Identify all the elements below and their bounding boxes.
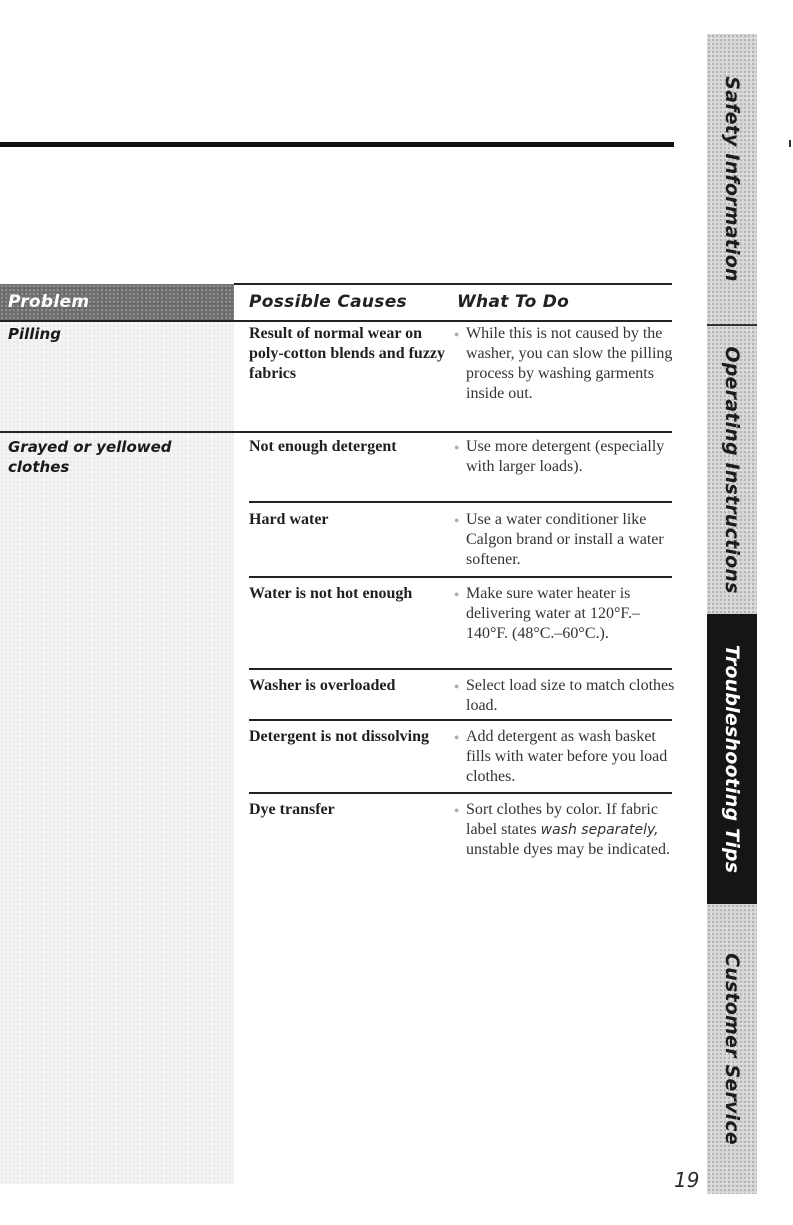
bullet-icon: ● xyxy=(454,732,460,742)
todo-pilling xyxy=(454,324,681,404)
todo-text: Make sure water heater is delivering water at 120°F.–140°F. (48°C.–60°C.). xyxy=(466,585,640,642)
todo-select-load-size xyxy=(454,676,681,716)
todo-text: Add detergent as wash basket fills with water before you load clothes. xyxy=(466,728,668,785)
tab-operating-instructions[interactable] xyxy=(707,326,757,614)
row-rule xyxy=(249,668,672,670)
header-what-to-do: What To Do xyxy=(457,292,570,312)
bullet-icon: ● xyxy=(454,515,460,525)
cause-washer-overloaded: Washer is overloaded xyxy=(249,677,396,694)
cause-not-enough-detergent: Not enough detergent xyxy=(249,438,397,455)
tab-troubleshooting-tips[interactable] xyxy=(707,614,757,904)
cause-water-not-hot: Water is not hot enough xyxy=(249,585,413,602)
row-rule xyxy=(249,501,672,503)
cause-hard-water: Hard water xyxy=(249,511,329,528)
top-rule xyxy=(0,142,674,147)
todo-text: Use more detergent (especially with larger loads). xyxy=(466,438,665,475)
tab-label: Troubleshooting Tips xyxy=(721,644,743,874)
bullet-icon: ● xyxy=(454,681,460,691)
edge-mark xyxy=(789,140,791,147)
problem-column-panel xyxy=(0,284,234,1184)
tab-customer-service[interactable] xyxy=(707,904,757,1194)
bullet-icon: ● xyxy=(454,442,460,452)
tab-label: Safety Information xyxy=(721,76,743,282)
header-bottom-rule xyxy=(0,320,672,322)
section-rule xyxy=(0,431,672,433)
cause-dye-transfer: Dye transfer xyxy=(249,801,335,818)
header-top-rule xyxy=(234,283,672,285)
tab-label: Customer Service xyxy=(721,953,743,1145)
todo-text-after: unstable dyes may be indicated. xyxy=(466,841,670,858)
problem-pilling: Pilling xyxy=(8,325,61,343)
header-possible-causes: Possible Causes xyxy=(249,292,407,312)
todo-text: Use a water conditioner like Calgon brand or install a water softener. xyxy=(466,511,664,568)
row-rule xyxy=(249,719,672,721)
tab-safety-information[interactable] xyxy=(707,34,757,324)
bullet-icon: ● xyxy=(454,589,460,599)
todo-add-detergent xyxy=(454,727,681,787)
tab-label: Operating Instructions xyxy=(721,346,743,594)
problem-grayed-clothes: Grayed or yellowed clothes xyxy=(8,438,172,476)
todo-text: Select load size to match clothes load. xyxy=(466,677,675,714)
bullet-icon: ● xyxy=(454,329,460,339)
todo-text-before: Sort clothes by color. If fabric label states xyxy=(466,801,658,838)
cause-detergent-not-dissolving: Detergent is not dissolving xyxy=(249,728,429,745)
todo-water-heater xyxy=(454,584,666,644)
header-problem: Problem xyxy=(8,292,90,312)
row-rule xyxy=(249,792,672,794)
todo-sort-clothes xyxy=(454,800,681,860)
todo-text: While this is not caused by the washer, you can slow the pilling process by washing garments inside out. xyxy=(466,325,673,402)
todo-water-conditioner xyxy=(454,510,681,570)
row-rule xyxy=(249,576,672,578)
page-number: 19 xyxy=(674,1168,700,1192)
cause-normal-wear: Result of normal wear on poly-cotton blends and fuzzy fabrics xyxy=(249,325,446,382)
todo-text-emphasis: wash separately, xyxy=(540,822,659,838)
bullet-icon: ● xyxy=(454,805,460,815)
todo-more-detergent xyxy=(454,437,681,477)
